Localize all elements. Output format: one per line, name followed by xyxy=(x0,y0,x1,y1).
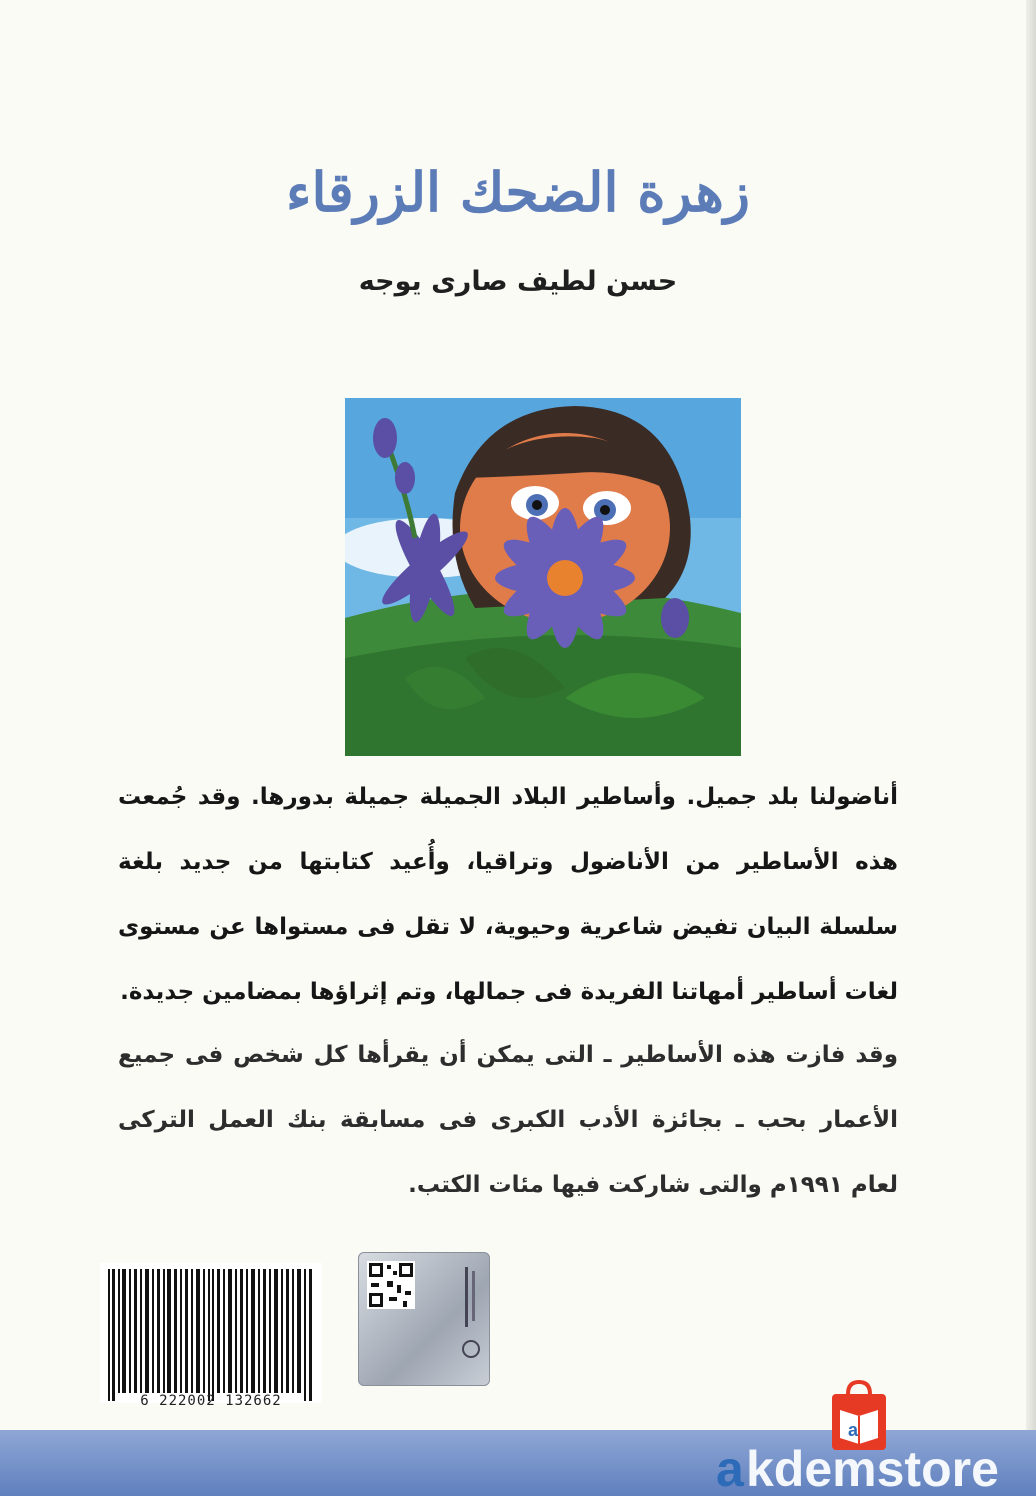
store-watermark xyxy=(716,1380,1036,1496)
cover-illustration xyxy=(345,398,741,756)
book-title: زهرة الضحك الزرقاء xyxy=(286,160,750,224)
barcode xyxy=(100,1253,322,1413)
description-paragraph-1: أناضولنا بلد جميل. وأساطير البلاد الجميلة جميلة بدورها. وقد جُمعت هذه الأساطير من الأناضول وتراقيا، وأُعيد كتابتها من جديد بلغة سلسلة البيان تفيض شاعرية وحيوية، لا تقل فى مستواها عن مستوى لغات أساطير أمهاتنا الفريدة فى جمالها، وتم إثراؤها بمضامين جديدة. xyxy=(118,784,898,1005)
book-author: حسن لطيف صارى يوجه xyxy=(358,266,678,297)
svg-text:a: a xyxy=(716,1441,744,1496)
description-paragraph-2: وقد فازت هذه الأساطير ـ التى يمكن أن يقرأها كل شخص فى جميع الأعمار بحب ـ بجائزة الأدب الكبرى فى مسابقة بنك العمل التركى لعام ١٩٩١م والتى شاركت فيها مئات الكتب. xyxy=(118,1042,898,1198)
store-name xyxy=(716,1436,1036,1496)
sticker-serial-mark xyxy=(459,1261,483,1371)
svg-text:a: a xyxy=(848,1420,859,1440)
qr-code-icon xyxy=(367,1261,415,1309)
svg-text:kdemstore: kdemstore xyxy=(746,1441,999,1496)
hologram-sticker xyxy=(358,1252,490,1386)
barcode-number: 6 222002 132662 xyxy=(140,1393,282,1409)
